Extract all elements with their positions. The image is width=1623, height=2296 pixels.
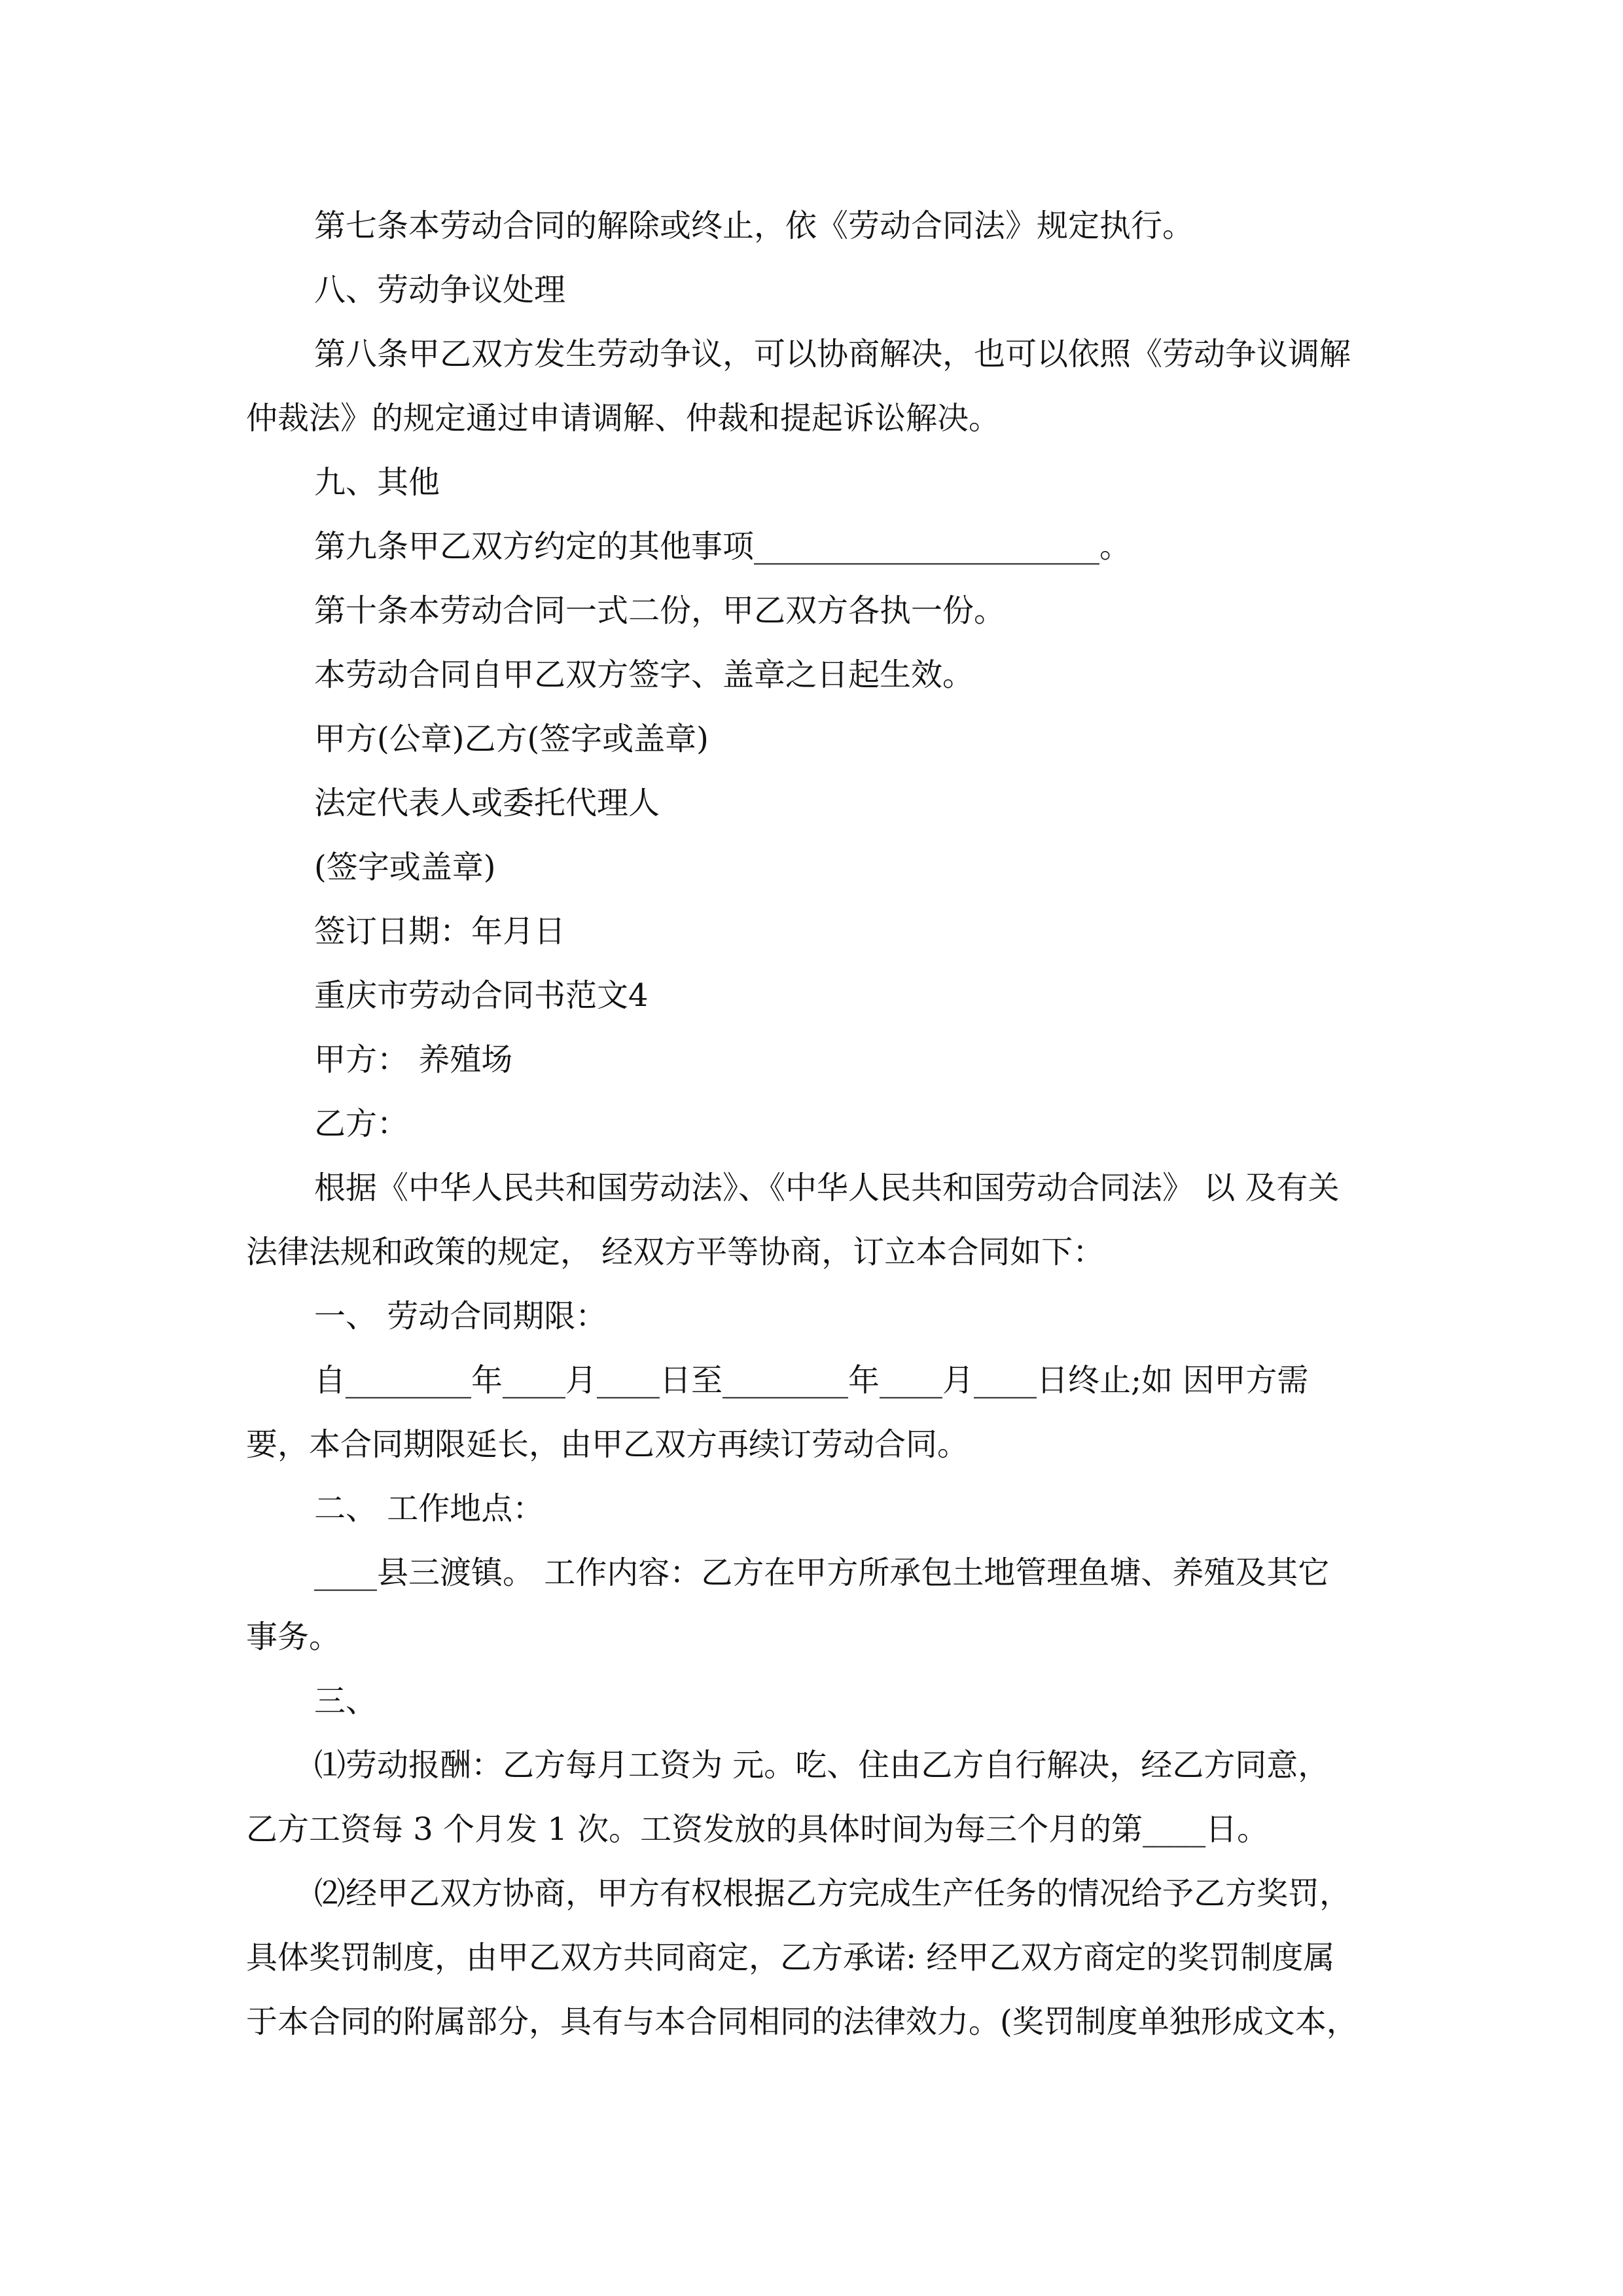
reward-line-1: ⑵经甲乙双方协商，甲方有权根据乙方完成生产任务的情况给予乙方奖罚，	[314, 1875, 1351, 1912]
reward-line-3: 于本合同的附属部分，具有与本合同相同的法律效力。(奖罚制度单独形成文本，	[246, 2003, 1358, 2040]
pay-line-1: ⑴劳动报酬：乙方每月工资为 元。吃、住由乙方自行解决，经乙方同意，	[314, 1747, 1330, 1784]
section-9-heading: 九、其他	[314, 464, 440, 501]
basis-line-2: 法律法规和政策的规定， 经双方平等协商，订立本合同如下：	[246, 1234, 1105, 1270]
term-line-2: 要，本合同期限延长，由甲乙双方再续订劳动合同。	[246, 1426, 969, 1463]
sample-4-title: 重庆市劳动合同书范文4	[314, 977, 649, 1014]
effective-clause: 本劳动合同自甲乙双方签字、盖章之日起生效。	[314, 656, 974, 693]
document-body	[246, 194, 1385, 2054]
article-10: 第十条本劳动合同一式二份，甲乙双方各执一份。	[314, 592, 1006, 629]
pay-line-2: 乙方工资每 3 个月发 1 次。工资发放的具体时间为每三个月的第____日。	[246, 1811, 1269, 1848]
basis-line-1: 根据《中华人民共和国劳动法》、《中华人民共和国劳动合同法》 以 及有关	[314, 1170, 1340, 1206]
reward-line-2: 具体奖罚制度，由甲乙双方共同商定，乙方承诺: 经甲乙双方商定的奖罚制度属	[246, 1939, 1335, 1976]
article-8-line-2: 仲裁法》的规定通过申请调解、仲裁和提起诉讼解决。	[246, 400, 1001, 437]
section-2-heading: 二、 工作地点：	[314, 1490, 544, 1527]
workplace-line-2: 事务。	[246, 1619, 341, 1655]
article-8-line-1: 第八条甲乙双方发生劳动争议，可以协商解决，也可以依照《劳动争议调解	[314, 336, 1351, 372]
party-a: 甲方： 养殖场	[314, 1041, 513, 1078]
section-8-heading: 八、劳动争议处理	[314, 272, 566, 308]
workplace-line-1: ____县三渡镇。 工作内容：乙方在甲方所承包土地管理鱼塘、养殖及其它	[314, 1554, 1330, 1591]
term-line-1: 自________年____月____日至________年____月____日终止;如 因甲方需	[314, 1362, 1309, 1399]
party-b: 乙方：	[314, 1105, 409, 1142]
signature-note: (签字或盖章)	[314, 849, 496, 886]
article-9: 第九条甲乙双方约定的其他事项______________________。	[314, 528, 1132, 565]
legal-representative-line: 法定代表人或委托代理人	[314, 785, 660, 821]
section-1-heading: 一、 劳动合同期限：	[314, 1298, 607, 1335]
party-signature-line: 甲方(公章)乙方(签字或盖章)	[314, 721, 709, 757]
sign-date: 签订日期：年月日	[314, 913, 566, 950]
section-3-heading: 三、	[314, 1683, 378, 1719]
article-7: 第七条本劳动合同的解除或终止，依《劳动合同法》规定执行。	[314, 207, 1194, 244]
